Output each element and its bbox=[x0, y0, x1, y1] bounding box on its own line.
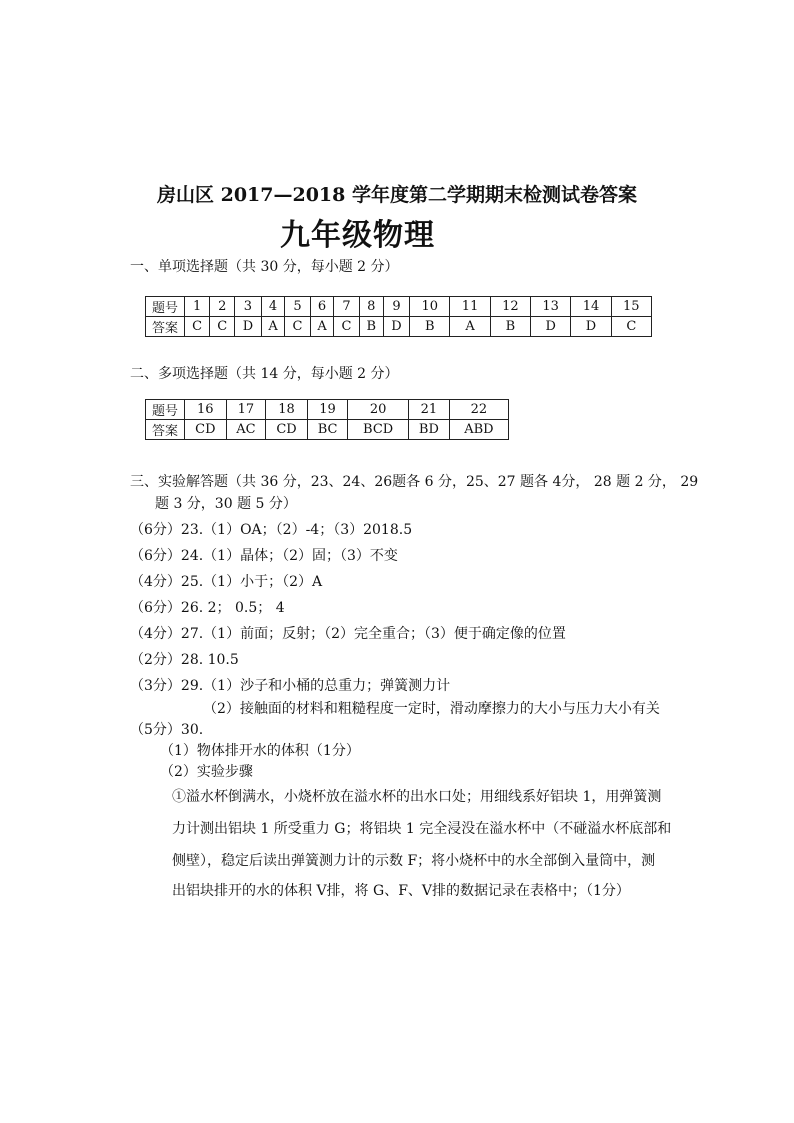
question-number: 19 bbox=[307, 400, 347, 420]
question-number: 2 bbox=[210, 297, 235, 317]
answer-cell: C bbox=[185, 317, 210, 337]
question-number: 15 bbox=[611, 297, 651, 317]
question-number: 11 bbox=[450, 297, 490, 317]
answer-cell: A bbox=[450, 317, 490, 337]
question-number: 12 bbox=[490, 297, 530, 317]
question-number: 6 bbox=[310, 297, 334, 317]
answer-line-25: （4分）25.（1）小于；（2）A bbox=[130, 574, 323, 590]
answer-cell: D bbox=[383, 317, 409, 337]
answer-cell: D bbox=[531, 317, 571, 337]
answer-line-23: （6分）23.（1）OA；（2）-4；（3）2018.5 bbox=[130, 522, 413, 538]
question-number: 13 bbox=[531, 297, 571, 317]
question-number: 8 bbox=[359, 297, 383, 317]
answer-line-24: （6分）24.（1）晶体；（2）固；（3）不变 bbox=[130, 548, 398, 564]
experiment-step-line: 力计测出铝块 1 所受重力 G；将铝块 1 完全浸没在溢水杯中（不碰溢水杯底部和 bbox=[172, 821, 672, 837]
answer-cell: C bbox=[210, 317, 235, 337]
answer-line-28: （2分）28. 10.5 bbox=[130, 652, 239, 668]
answer-cell: CD bbox=[266, 420, 308, 440]
question-number: 16 bbox=[185, 400, 227, 420]
section3-heading-line1: 三、实验解答题（共 36 分，23、24、26题各 6 分，25、27 题各 4分， 28 题 2 分， 29 bbox=[130, 474, 699, 490]
row-label-answer: 答案 bbox=[146, 317, 185, 337]
section2-heading: 二、多项选择题（共 14 分，每小题 2 分） bbox=[130, 366, 399, 382]
answer-cell: B bbox=[490, 317, 530, 337]
answer-cell: B bbox=[410, 317, 450, 337]
answer-cell: C bbox=[285, 317, 310, 337]
row-label-question: 题号 bbox=[146, 400, 185, 420]
single-choice-answer-table bbox=[145, 296, 652, 337]
answer-cell: D bbox=[235, 317, 261, 337]
table-row-answers bbox=[146, 420, 509, 440]
answer-line-27: （4分）27.（1）前面；反射；（2）完全重合；（3）便于确定像的位置 bbox=[130, 626, 566, 642]
page-title: 房山区 2017—2018 学年度第二学期期末检测试卷答案 bbox=[157, 184, 637, 206]
question-number: 7 bbox=[334, 297, 359, 317]
question-number: 22 bbox=[449, 400, 508, 420]
multiple-choice-answer-table bbox=[145, 399, 509, 440]
answer-cell: C bbox=[334, 317, 359, 337]
question-number: 10 bbox=[410, 297, 450, 317]
answer-cell: C bbox=[611, 317, 651, 337]
section3-heading-line2: 题 3 分，30 题 5 分） bbox=[155, 496, 297, 512]
section1-heading: 一、单项选择题（共 30 分，每小题 2 分） bbox=[130, 259, 399, 275]
question-number: 9 bbox=[383, 297, 409, 317]
answer-cell: ABD bbox=[449, 420, 508, 440]
answer-cell: AC bbox=[226, 420, 266, 440]
row-label-question: 题号 bbox=[146, 297, 185, 317]
row-label-answer: 答案 bbox=[146, 420, 185, 440]
answer-line-30: （5分）30. bbox=[130, 722, 204, 738]
question-number: 20 bbox=[348, 400, 409, 420]
answer-cell: BD bbox=[408, 420, 449, 440]
answer-line-30-part1: （1）物体排开水的体积（1分） bbox=[160, 743, 360, 759]
table-row-question-numbers bbox=[146, 400, 509, 420]
question-number: 21 bbox=[408, 400, 449, 420]
answer-cell: CD bbox=[185, 420, 227, 440]
answer-cell: BC bbox=[307, 420, 347, 440]
experiment-step-line: ①溢水杯倒满水，小烧杯放在溢水杯的出水口处；用细线系好铝块 1，用弹簧测 bbox=[172, 789, 662, 805]
answer-cell: A bbox=[310, 317, 334, 337]
experiment-step-line: 出铝块排开的水的体积 V排，将 G、F、V排的数据记录在表格中；（1分） bbox=[172, 883, 630, 899]
answer-cell: BCD bbox=[348, 420, 409, 440]
answer-cell: D bbox=[571, 317, 611, 337]
question-number: 14 bbox=[571, 297, 611, 317]
answer-cell: A bbox=[261, 317, 285, 337]
answer-line-30-part2: （2）实验步骤 bbox=[160, 764, 253, 780]
experiment-step-line: 侧壁），稳定后读出弹簧测力计的示数 F；将小烧杯中的水全部倒入量筒中，测 bbox=[172, 853, 656, 869]
page-subtitle: 九年级物理 bbox=[280, 218, 435, 253]
question-number: 1 bbox=[185, 297, 210, 317]
question-number: 18 bbox=[266, 400, 308, 420]
table-row-question-numbers bbox=[146, 297, 652, 317]
answer-line-26: （6分）26. 2； 0.5； 4 bbox=[130, 600, 285, 616]
question-number: 4 bbox=[261, 297, 285, 317]
question-number: 17 bbox=[226, 400, 266, 420]
question-number: 5 bbox=[285, 297, 310, 317]
answer-cell: B bbox=[359, 317, 383, 337]
question-number: 3 bbox=[235, 297, 261, 317]
answer-line-29-part2: （2）接触面的材料和粗糙程度一定时，滑动摩擦力的大小与压力大小有关 bbox=[203, 701, 660, 717]
table-row-answers bbox=[146, 317, 652, 337]
answer-line-29-part1: （3分）29.（1）沙子和小桶的总重力；弹簧测力计 bbox=[130, 678, 451, 694]
